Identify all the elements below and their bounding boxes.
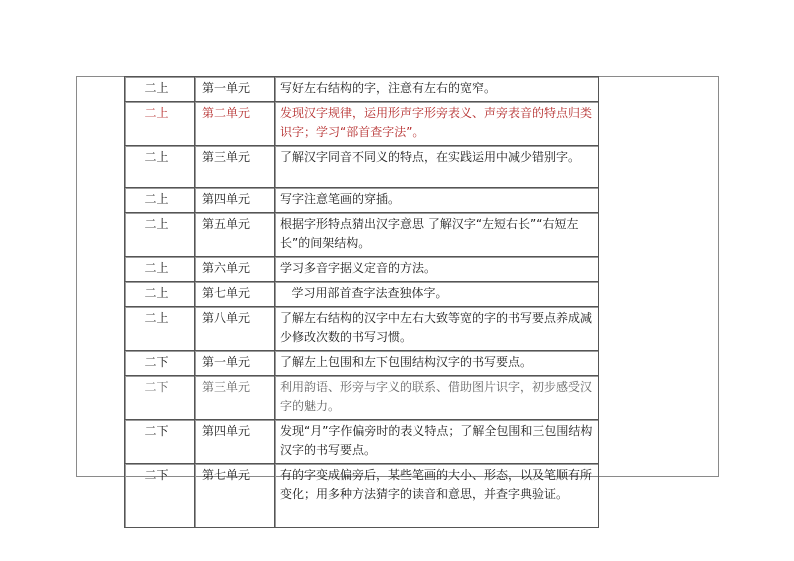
description-cell: 了解左上包围和左下包围结构汉字的书写要点。: [275, 351, 599, 376]
table-row: [125, 351, 599, 376]
table-row: [125, 464, 599, 528]
units-table: [124, 76, 599, 528]
grade-cell: 二上: [125, 77, 195, 102]
grade-cell: 二上: [125, 282, 195, 307]
unit-cell: 第八单元: [195, 307, 275, 351]
description-cell: 发现“月”字作偏旁时的表义特点；了解全包围和三包围结构汉字的书写要点。: [275, 420, 599, 464]
grade-cell: 二上: [125, 188, 195, 213]
table-row: [125, 257, 599, 282]
grade-cell: 二上: [125, 257, 195, 282]
grade-cell: 二下: [125, 351, 195, 376]
unit-cell: 第五单元: [195, 213, 275, 257]
description-cell: 了解汉字同音不同义的特点，在实践运用中减少错别字。: [275, 146, 599, 188]
description-cell: 利用韵语、形旁与字义的联系、借助图片识字，初步感受汉字的魅力。: [275, 376, 599, 420]
unit-cell: 第三单元: [195, 376, 275, 420]
description-cell: 有的字变成偏旁后，某些笔画的大小、形态，以及笔顺有所变化；用多种方法猜字的读音和意思，并查字典验证。: [275, 464, 599, 528]
grade-cell: 二下: [125, 420, 195, 464]
description-cell: 发现汉字规律，运用形声字形旁表义、声旁表音的特点归类识字；学习“部首查字法”。: [275, 102, 599, 146]
unit-cell: 第二单元: [195, 102, 275, 146]
unit-cell: 第六单元: [195, 257, 275, 282]
grade-cell: 二上: [125, 213, 195, 257]
description-cell: 了解左右结构的汉字中左右大致等宽的字的书写要点养成减少修改次数的书写习惯。: [275, 307, 599, 351]
description-cell: 写字注意笔画的穿插。: [275, 188, 599, 213]
unit-cell: 第一单元: [195, 77, 275, 102]
description-cell: 根据字形特点猜出汉字意思 了解汉字“左短右长”“右短左长”的间架结构。: [275, 213, 599, 257]
description-cell: 学习多音字据义定音的方法。: [275, 257, 599, 282]
table-row: [125, 213, 599, 257]
description-cell: 学习用部首查字法查独体字。: [275, 282, 599, 307]
grade-cell: 二下: [125, 464, 195, 528]
grade-cell: 二上: [125, 146, 195, 188]
table-row: [125, 307, 599, 351]
table-row: [125, 102, 599, 146]
grade-cell: 二下: [125, 376, 195, 420]
unit-cell: 第七单元: [195, 464, 275, 528]
unit-cell: 第四单元: [195, 188, 275, 213]
description-cell: 写好左右结构的字，注意有左右的宽窄。: [275, 77, 599, 102]
table-row: [125, 376, 599, 420]
table-row: [125, 146, 599, 188]
table-row: [125, 77, 599, 102]
table-row: [125, 420, 599, 464]
table-row: [125, 282, 599, 307]
unit-cell: 第七单元: [195, 282, 275, 307]
grade-cell: 二上: [125, 307, 195, 351]
grade-cell: 二上: [125, 102, 195, 146]
unit-cell: 第一单元: [195, 351, 275, 376]
unit-cell: 第三单元: [195, 146, 275, 188]
unit-cell: 第四单元: [195, 420, 275, 464]
table-row: [125, 188, 599, 213]
